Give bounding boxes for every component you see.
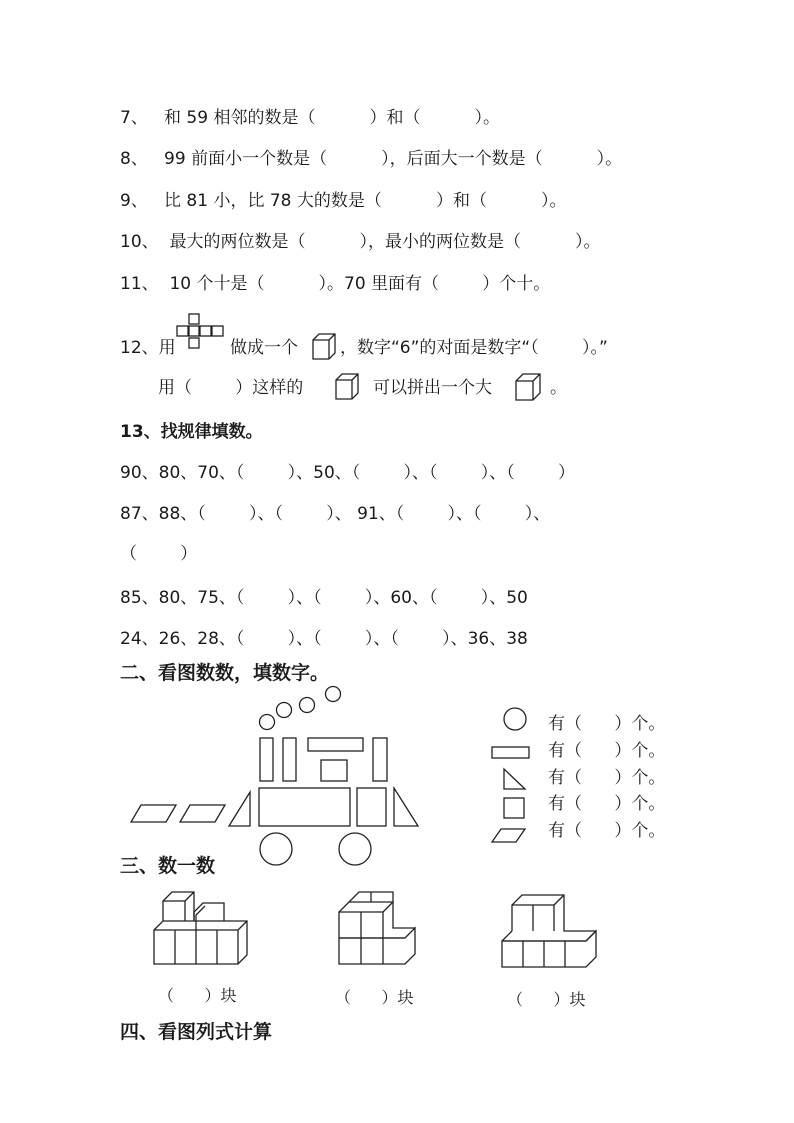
- net-square-right2: [212, 326, 223, 336]
- body-rect: [259, 788, 350, 826]
- pattern-row-3: 85、80、75、（ ）、（ ）、60、（ ）、50: [120, 588, 528, 608]
- pattern-row-2-continued: （ ）: [120, 544, 198, 564]
- parallelogram-2: [180, 805, 225, 822]
- section-2-title: 二、看图数数，填数字。: [120, 662, 330, 684]
- net-square-bottom: [189, 338, 199, 348]
- smoke-circle-2: [277, 703, 292, 718]
- question-12-middle: 做成一个: [230, 338, 298, 358]
- shape-legend-icons: [488, 705, 532, 845]
- net-square-right1: [200, 326, 211, 336]
- question-12-prefix: 12、用: [120, 338, 176, 358]
- train-shape-figure: [128, 684, 428, 866]
- parallelogram-1: [131, 805, 176, 822]
- legend-count-triangle: 有（ ）个。: [548, 768, 666, 788]
- cube-stack-figure-2: [335, 888, 425, 970]
- legend-count-square: 有（ ）个。: [548, 794, 666, 814]
- legend-rectangle-icon: [492, 747, 529, 758]
- question-13-title: 13、找规律填数。: [120, 422, 263, 442]
- cube-stack-figure-1: [150, 888, 270, 970]
- legend-count-circle: 有（ ）个。: [548, 714, 666, 734]
- legend-parallelogram-icon: [492, 829, 525, 842]
- smoke-circle-3: [300, 698, 315, 713]
- question-10: 10、 最大的两位数是（ ），最小的两位数是（ ）。: [120, 232, 601, 252]
- question-12-suffix: ，数字“6”的对面是数字“（ ）。”: [340, 338, 608, 358]
- question-7: 7、 和 59 相邻的数是（ ）和（ ）。: [120, 108, 501, 128]
- count-caption-2: （ ）块: [335, 988, 414, 1007]
- body-square: [357, 788, 386, 826]
- cube-net-figure: [176, 313, 228, 353]
- pattern-row-2: 87、88、（ ）、（ ）、 91、（ ）、（ ）、: [120, 504, 551, 524]
- chimney-rect-1: [260, 738, 273, 781]
- section-4-title: 四、看图列式计算: [120, 1021, 273, 1043]
- cab-rect: [373, 738, 387, 781]
- window-square: [321, 760, 347, 781]
- legend-triangle-icon: [504, 769, 525, 789]
- count-caption-1: （ ）块: [158, 986, 237, 1005]
- legend-circle-icon: [504, 708, 526, 730]
- count-caption-3: （ ）块: [507, 990, 586, 1009]
- net-square-center: [189, 326, 199, 336]
- triangle-right: [394, 788, 418, 826]
- section-3-title: 三、数一数: [120, 855, 216, 877]
- wheel-right: [339, 833, 371, 865]
- chimney-rect-2: [283, 738, 296, 781]
- wheel-left: [260, 833, 292, 865]
- net-square-left: [177, 326, 188, 336]
- roof-rect: [308, 738, 363, 751]
- smoke-circle-4: [326, 687, 341, 702]
- question-9: 9、 比 81 小，比 78 大的数是（ ）和（ ）。: [120, 191, 567, 211]
- pattern-row-1: 90、80、70、（ ）、50、（ ）、（ ）、（ ）: [120, 463, 575, 483]
- question-12b-prefix: 用（ ）这样的: [158, 378, 304, 398]
- small-cube-icon-2: [335, 373, 359, 401]
- smoke-circle-1: [260, 715, 275, 730]
- legend-square-icon: [504, 798, 524, 818]
- question-11: 11、 10 个十是（ ）。70 里面有（ ）个十。: [120, 274, 551, 294]
- cube-stack-figure-3: [500, 893, 610, 975]
- pattern-row-4: 24、26、28、（ ）、（ ）、（ ）、36、38: [120, 629, 528, 649]
- question-12b-end: 。: [550, 378, 567, 398]
- triangle-left: [229, 792, 250, 826]
- legend-count-parallelogram: 有（ ）个。: [548, 821, 666, 841]
- net-square-top: [189, 314, 199, 324]
- small-cube-icon-1: [312, 333, 336, 361]
- question-12b-middle: 可以拼出一个大: [373, 378, 492, 398]
- question-8: 8、 99 前面小一个数是（ ），后面大一个数是（ ）。: [120, 149, 623, 169]
- legend-count-rectangle: 有（ ）个。: [548, 741, 666, 761]
- big-cube-icon: [515, 373, 541, 401]
